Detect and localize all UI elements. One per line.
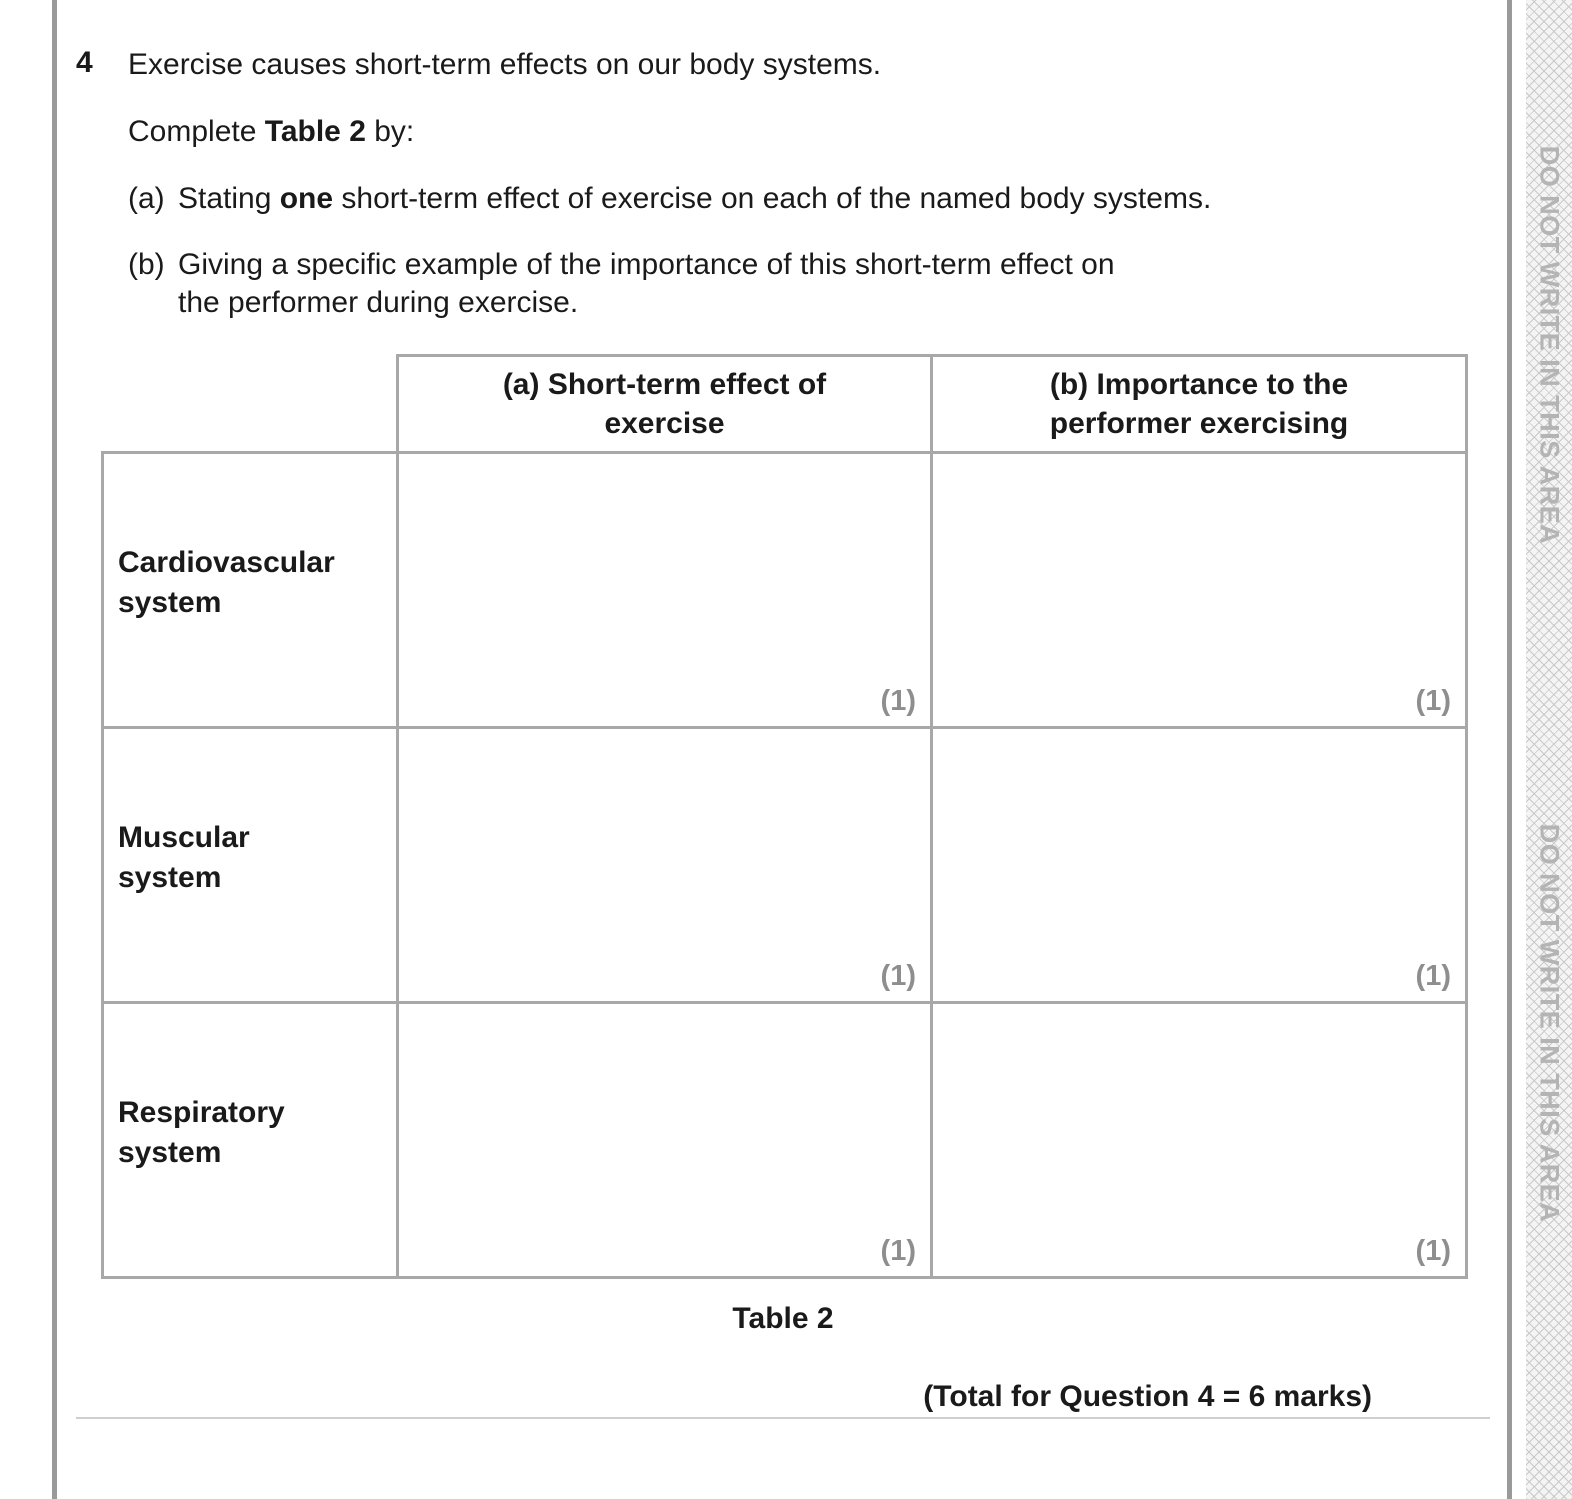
part-b-text-line2: the performer during exercise. bbox=[178, 286, 579, 319]
row-header-respiratory: Respiratory system bbox=[103, 1003, 398, 1278]
question-total-marks: (Total for Question 4 = 6 marks) bbox=[923, 1380, 1372, 1413]
answer-cell-respiratory-effect[interactable] bbox=[398, 1003, 932, 1278]
answer-cell-respiratory-importance[interactable] bbox=[932, 1003, 1467, 1278]
part-a-text: Stating one short-term effect of exercise on each of the named body systems. bbox=[178, 182, 1212, 215]
question-intro: Exercise causes short-term effects on our body systems. bbox=[128, 48, 882, 81]
answer-cell-muscular-importance[interactable] bbox=[932, 728, 1467, 1003]
page-frame-left bbox=[52, 0, 57, 1499]
row-header-muscular: Muscular system bbox=[103, 728, 398, 1003]
table-row-respiratory bbox=[103, 1003, 1467, 1278]
mark-allocation: (1) bbox=[880, 1235, 916, 1267]
mark-allocation: (1) bbox=[1415, 685, 1451, 717]
answer-cell-muscular-effect[interactable] bbox=[398, 728, 932, 1003]
part-a-label: (a) bbox=[128, 182, 165, 215]
table-row-muscular bbox=[103, 728, 1467, 1003]
section-divider bbox=[76, 1417, 1490, 1419]
table-corner-cell bbox=[103, 356, 398, 453]
mark-allocation: (1) bbox=[1415, 960, 1451, 992]
mark-allocation: (1) bbox=[880, 685, 916, 717]
part-b-label: (b) bbox=[128, 248, 165, 281]
column-header-importance: (b) Importance to the performer exercising bbox=[932, 356, 1467, 453]
table-row-cardiovascular bbox=[103, 453, 1467, 728]
page-frame-right bbox=[1507, 0, 1512, 1499]
column-header-effect: (a) Short-term effect of exercise bbox=[398, 356, 932, 453]
part-b-text-line1: Giving a specific example of the importance of this short-term effect on bbox=[178, 248, 1115, 281]
mark-allocation: (1) bbox=[880, 960, 916, 992]
margin-warning-bottom: DO NOT WRITE IN THIS AREA bbox=[1534, 823, 1565, 1223]
margin-warning-top: DO NOT WRITE IN THIS AREA bbox=[1534, 145, 1565, 545]
answer-cell-cardiovascular-effect[interactable] bbox=[398, 453, 932, 728]
table-header-row bbox=[103, 356, 1467, 453]
table-caption: Table 2 bbox=[732, 1302, 834, 1335]
answer-cell-cardiovascular-importance[interactable] bbox=[932, 453, 1467, 728]
question-number: 4 bbox=[76, 46, 93, 79]
question-instruction: Complete Table 2 by: bbox=[128, 115, 415, 148]
row-header-cardiovascular: Cardiovascular system bbox=[103, 453, 398, 728]
mark-allocation: (1) bbox=[1415, 1235, 1451, 1267]
answer-table bbox=[101, 354, 1468, 1279]
